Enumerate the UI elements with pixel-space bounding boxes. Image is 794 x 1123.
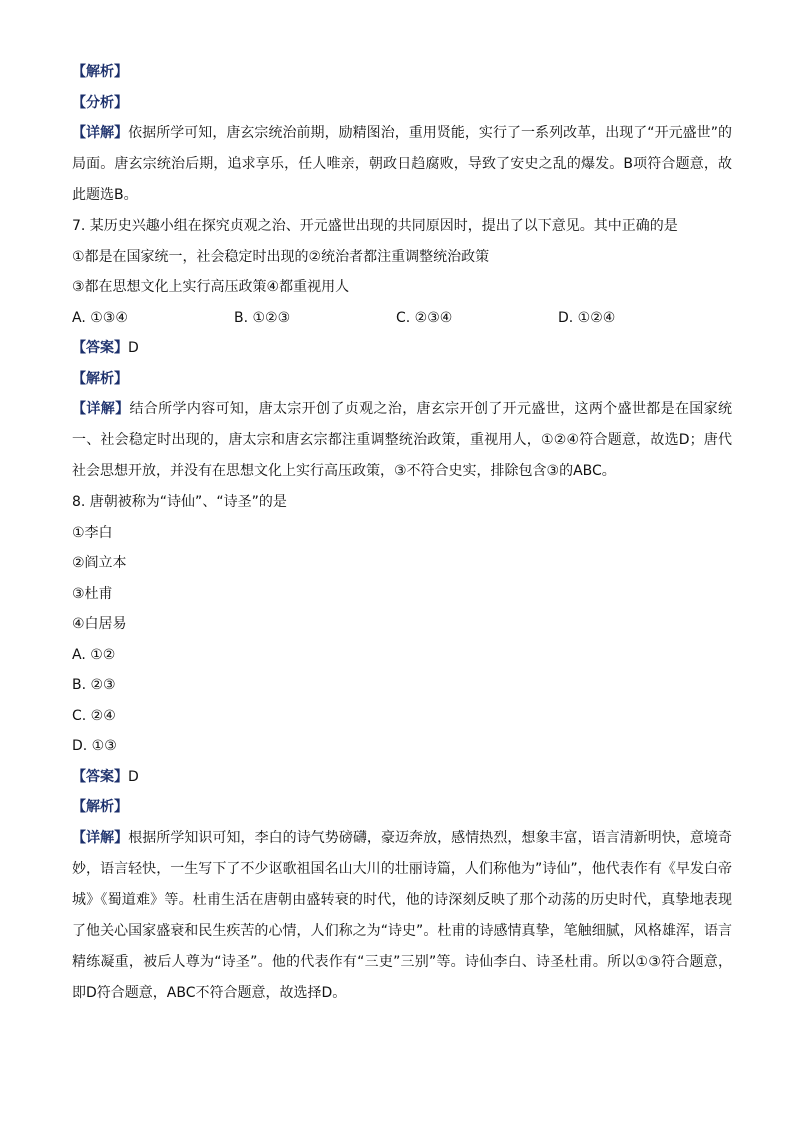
q7-options: [72, 308, 732, 328]
q8-item-3: ③杜甫: [72, 585, 113, 602]
q7-statement-2: ③都在思想文化上实行高压政策④都重视用人: [72, 279, 350, 295]
q7-option-d: D. ①②④: [558, 309, 616, 326]
q8-detail-text: 根据所学知识可知，李白的诗气势磅礴，豪迈奔放，感情热烈，想象丰富，语言清新明快，意境奇妙，语言轻快，一生写下了不少讴歌祖国名山大川的壮丽诗篇，人们称他为”诗仙”，他代表作有《早发白帝城》《蜀道难》等。杜甫生活在唐朝由盛转衰的时代，他的诗深刻反映了那个动荡的历史时代，真挚地表现了他关心国家盛衰和民生疾苦的心情，人们称之为“诗史”。杜甫的诗感情真挚，笔触细腻，风格雄浑，语言精练凝重，被后人尊为“诗圣”。他的代表作有“三吏”三别”等。诗仙李白、诗圣杜甫。所以①③符合题意，即D符合题意，ABC不符合题意，故选择D。: [72, 829, 733, 1001]
q8-answer-value: D: [128, 768, 139, 785]
q7-option-a: A. ①③④: [72, 309, 128, 326]
q7-answer-value: D: [128, 340, 139, 356]
q8-option-c: C. ②④: [72, 707, 116, 724]
q8-item-1: ①李白: [72, 524, 113, 541]
q7-detail-text: 结合所学内容可知，唐太宗开创了贞观之治，唐玄宗开创了开元盛世，这两个盛世都是在国家统一、社会稳定时出现的，唐太宗和唐玄宗都注重调整统治政策，重视用人，①②④符合题意，故选D；唐代社会思想开放，并没有在思想文化上实行高压政策，③不符合史实，排除包含③的ABC。: [72, 401, 733, 479]
q8-detail: 【详解】根据所学知识可知，李白的诗气势磅礴，豪迈奔放，感情热烈，想象丰富，语言清新明快，意境奇妙，语言轻快，一生写下了不少讴歌祖国名山大川的壮丽诗篇，人们称他为”诗仙”，他代表作有《早发白帝城》《蜀道难》等。杜甫生活在唐朝由盛转衰的时代，他的诗深刻反映了那个动荡的历史时代，真挚地表现了他关心国家盛衰和民生疾苦的心情，人们称之为“诗史”。杜甫的诗感情真挚，笔触细腻，风格雄浑，语言精练凝重，被后人尊为“诗圣”。他的代表作有“三吏”三别”等。诗仙李白、诗圣杜甫。所以①③符合题意，即D符合题意，ABC不符合题意，故选择D。: [72, 829, 733, 1001]
analysis-subheading: 【分析】: [72, 94, 128, 111]
q8-stem: 8. 唐朝被称为“诗仙”、“诗圣”的是: [72, 494, 287, 510]
q7-option-b: B. ①②③: [234, 309, 291, 326]
q7-analysis-heading: 【解析】: [72, 370, 128, 387]
q8-option-b: B. ②③: [72, 677, 116, 693]
q7-detail: 【详解】结合所学内容可知，唐太宗开创了贞观之治，唐玄宗开创了开元盛世，这两个盛世都是在国家统一、社会稳定时出现的，唐太宗和唐玄宗都注重调整统治政策，重视用人，①②④符合题意，故选D；唐代社会思想开放，并没有在思想文化上实行高压政策，③不符合史实，排除包含③的ABC。: [72, 401, 733, 479]
q8-analysis-heading: 【解析】: [72, 799, 128, 815]
q7-answer: 【答案】D: [72, 340, 139, 356]
q8-option-d: D. ①③: [72, 738, 117, 754]
q7-statement-1: ①都是在国家统一，社会稳定时出现的②统治者都注重调整统治政策: [72, 248, 490, 265]
analysis-heading: 【解析】: [72, 64, 128, 80]
q7-stem: 7. 某历史兴趣小组在探究贞观之治、开元盛世出现的共同原因时，提出了以下意见。其中正确的是: [72, 218, 678, 234]
q8-answer: 【答案】D: [72, 768, 139, 785]
q8-item-2: ②阎立本: [72, 555, 127, 571]
q6-detail: [72, 118, 732, 211]
document-page: [72, 62, 732, 1014]
q7-option-c: C. ②③④: [396, 309, 453, 326]
q8-option-a: A. ①②: [72, 646, 116, 663]
q8-item-4: ④白居易: [72, 616, 127, 632]
detail-tag: 【详解】: [72, 125, 129, 141]
q6-detail-text: 依据所学可知，唐玄宗统治前期，励精图治，重用贤能，实行了一系列改革，出现了“开元盛世”的局面。唐玄宗统治后期，追求享乐，任人唯亲，朝政日趋腐败，导致了安史之乱的爆发。B项符合题意，故此题选B。: [72, 125, 733, 203]
